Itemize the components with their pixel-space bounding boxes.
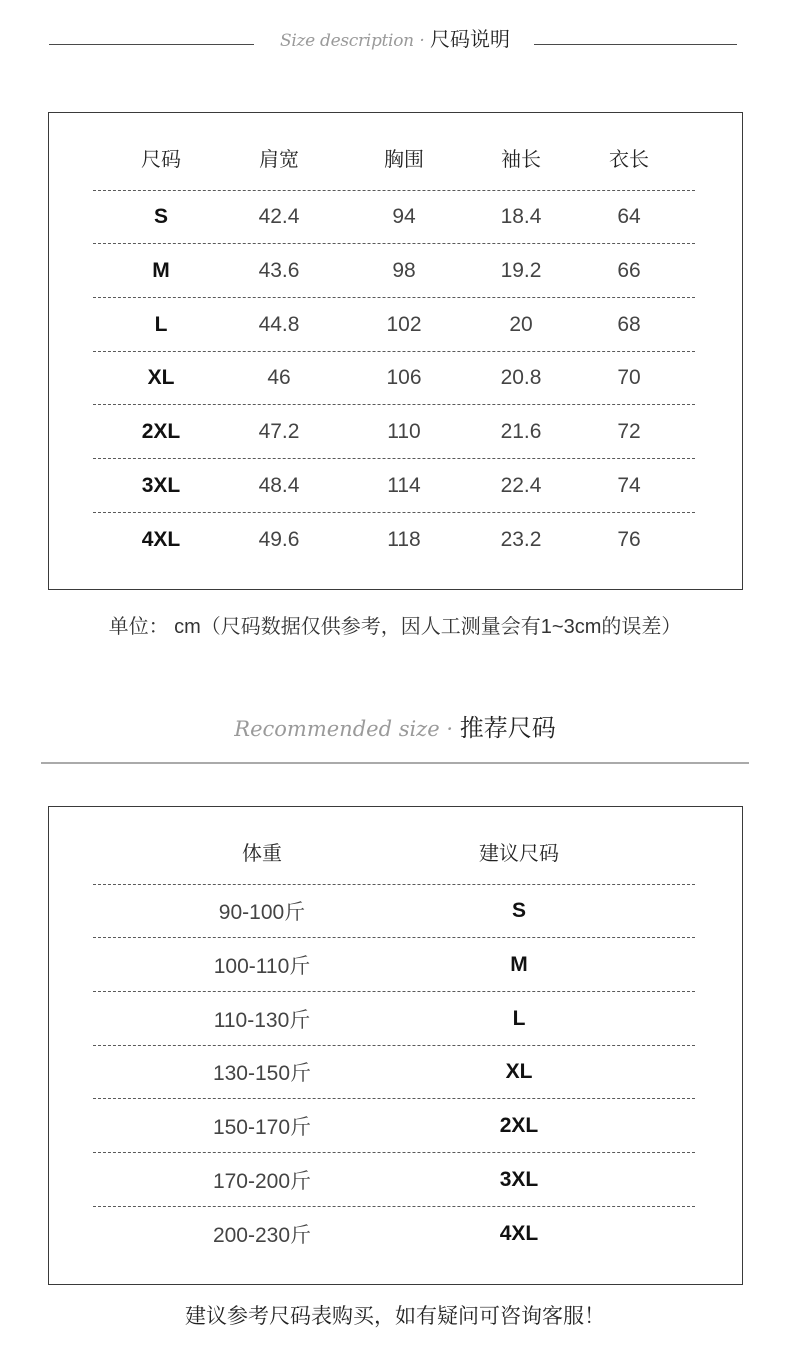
length-cell: 68: [617, 312, 641, 336]
shoulder-cell: 46: [267, 366, 291, 389]
header-size: 尺码: [141, 148, 181, 171]
table-row: [93, 938, 695, 992]
size-section-title: [250, 26, 540, 55]
suggested-size-cell: 4XL: [499, 1221, 539, 1245]
table-row: [93, 885, 695, 938]
header-length: 衣长: [609, 148, 649, 171]
shoulder-cell: 43.6: [258, 258, 300, 282]
length-cell: 72: [617, 419, 641, 443]
weight-cell: 170-200斤: [212, 1169, 312, 1193]
length-cell: 64: [617, 205, 641, 228]
shoulder-cell: 42.4: [258, 205, 300, 228]
suggested-size-cell: L: [512, 1006, 526, 1030]
size-cell: 4XL: [141, 527, 181, 551]
header-sleeve: 袖长: [501, 148, 541, 171]
header-shoulder: 肩宽: [259, 148, 299, 171]
weight-cell: 200-230斤: [212, 1223, 312, 1247]
table-row: [93, 1207, 695, 1260]
recommend-section-title: [170, 712, 620, 746]
recommend-table-header-row: [93, 818, 695, 885]
table-row: [93, 244, 695, 298]
chest-cell: 114: [387, 473, 421, 497]
table-row: [93, 1153, 695, 1207]
size-cell: 3XL: [141, 473, 181, 497]
table-row: [93, 992, 695, 1046]
suggested-size-cell: XL: [505, 1060, 533, 1083]
length-cell: 66: [617, 258, 641, 282]
length-cell: 74: [617, 473, 641, 497]
unit-note: 单位： cm（尺码数据仅供参考，因人工测量会有1~3cm的误差）: [108, 616, 682, 638]
size-cell: M: [152, 258, 170, 282]
shoulder-cell: 48.4: [258, 473, 300, 497]
chest-cell: 102: [386, 312, 422, 336]
suggested-size-cell: 3XL: [499, 1167, 539, 1191]
sleeve-cell: 18.4: [500, 205, 542, 228]
table-row: [93, 191, 695, 244]
size-cell: S: [153, 205, 168, 228]
weight-cell: 110-130斤: [213, 1008, 311, 1032]
header-weight: 体重: [242, 842, 282, 865]
recommend-divider: [41, 762, 749, 764]
sleeve-cell: 19.2: [500, 258, 542, 282]
table-row: [93, 1046, 695, 1099]
size-cell: L: [154, 312, 168, 336]
size-title-cn: 尺码说明: [430, 29, 511, 51]
sleeve-cell: 20: [509, 312, 533, 336]
shoulder-cell: 49.6: [258, 527, 300, 551]
weight-cell: 150-170斤: [212, 1115, 312, 1139]
size-title-en: Size description: [279, 31, 414, 51]
chest-cell: 110: [387, 419, 421, 443]
suggested-size-cell: S: [511, 899, 526, 922]
sleeve-cell: 23.2: [500, 527, 542, 551]
table-row: [93, 459, 695, 513]
recommend-title-en: Recommended size: [234, 717, 440, 741]
chest-cell: 98: [392, 258, 416, 282]
header-suggested-size: 建议尺码: [479, 842, 559, 865]
footer-note: 建议参考尺码表购买，如有疑问可咨询客服！: [185, 1305, 605, 1328]
sleeve-cell: 21.6: [500, 419, 542, 443]
header-chest: 胸围: [384, 148, 424, 171]
table-row: [93, 513, 695, 566]
length-cell: 70: [617, 366, 641, 389]
size-table-header-row: [93, 124, 695, 191]
length-cell: 76: [617, 527, 641, 551]
size-title-sep: ·: [419, 31, 425, 51]
table-row: [93, 352, 695, 405]
chest-cell: 94: [392, 205, 416, 228]
shoulder-cell: 44.8: [258, 312, 300, 336]
table-row: [93, 298, 695, 352]
chest-cell: 118: [387, 527, 421, 551]
weight-cell: 130-150斤: [212, 1062, 312, 1085]
sleeve-cell: 20.8: [500, 366, 542, 389]
weight-cell: 100-110斤: [213, 954, 311, 978]
suggested-size-cell: 2XL: [499, 1113, 539, 1137]
chest-cell: 106: [386, 366, 422, 389]
weight-cell: 90-100斤: [218, 901, 306, 924]
recommend-title-cn: 推荐尺码: [459, 715, 556, 742]
recommend-title-sep: ·: [446, 717, 454, 741]
table-row: [93, 1099, 695, 1153]
shoulder-cell: 47.2: [258, 419, 300, 443]
table-row: [93, 405, 695, 459]
suggested-size-cell: M: [510, 952, 528, 976]
sleeve-cell: 22.4: [500, 473, 542, 497]
size-cell: XL: [147, 366, 175, 389]
header-divider-right: [534, 44, 737, 45]
size-cell: 2XL: [141, 419, 181, 443]
header-divider-left: [49, 44, 254, 45]
